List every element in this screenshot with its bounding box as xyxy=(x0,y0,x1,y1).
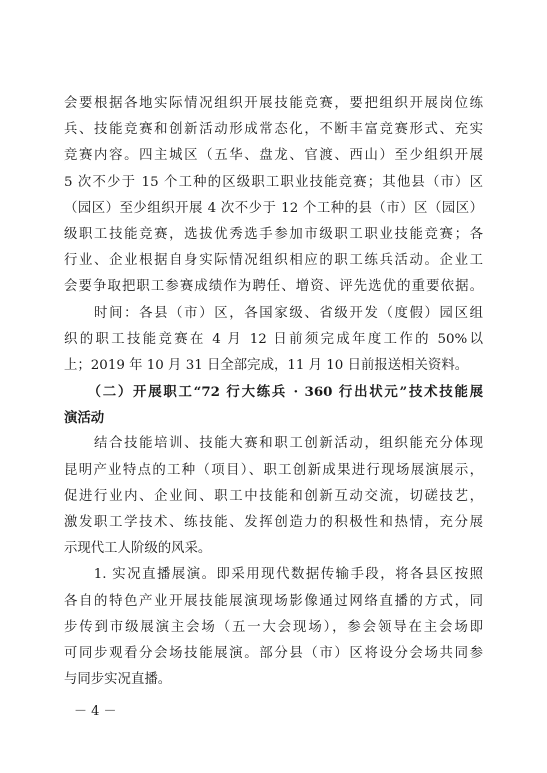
text-line: 级职工技能竞赛，选拔优秀选手参加市级职工职业技能竞赛；各 xyxy=(64,226,483,242)
text-line: 时间：各县（市）区，各国家级、省级开发（度假）园区组 xyxy=(64,305,483,321)
text-line: 5 次不少于 15 个工种的区级职工职业技能竞赛；其他县（市）区 xyxy=(64,174,483,190)
text-line: 会要争取把职工参赛成绩作为聘任、增资、评先选优的重要依据。 xyxy=(64,279,483,295)
text-line: 各自的特色产业开展技能展演现场影像通过网络直播的方式，同 xyxy=(64,593,483,609)
page-number: － 4 － xyxy=(74,704,117,719)
text-line: 昆明产业特点的工种（项目）、职工创新成果进行现场展演展示， xyxy=(64,462,483,478)
text-line: 上；2019 年 10 月 31 日全部完成，11 月 10 日前报送相关资料。 xyxy=(64,357,469,373)
document-body xyxy=(64,91,483,693)
text-line: 步传到市级展演主会场（五一大会现场），参会领导在主会场即 xyxy=(64,619,483,635)
text-line: 激发职工学技术、练技能、发挥创造力的积极性和热情，充分展 xyxy=(64,515,483,530)
section-heading: （二）开展职工“72 行大练兵 · 360 行出状元”技术技能展 xyxy=(64,384,483,401)
section-heading-continued: 演活动 xyxy=(64,410,105,427)
text-line: 织的职工技能竞赛在 4 月 12 日前须完成年度工作的 50%以 xyxy=(64,331,483,347)
text-line: 1. 实况直播展演。即采用现代数据传输手段，将各县区按照 xyxy=(64,567,483,583)
text-line: 可同步观看分会场技能展演。部分县（市）区将设分会场共同参 xyxy=(64,645,483,661)
text-line: 会要根据各地实际情况组织开展技能竞赛，要把组织开展岗位练 xyxy=(64,96,483,111)
text-line: （园区）至少组织开展 4 次不少于 12 个工种的县（市）区（园区） xyxy=(64,200,483,216)
text-line: 与同步实况直播。 xyxy=(64,672,172,688)
text-line: 兵、技能竞赛和创新活动形成常态化，不断丰富竞赛形式、充实 xyxy=(64,122,483,138)
text-line: 竞赛内容。四主城区（五华、盘龙、官渡、西山）至少组织开展 xyxy=(64,148,483,164)
text-line: 结合技能培训、技能大赛和职工创新活动，组织能充分体现 xyxy=(64,436,483,452)
text-line: 促进行业内、企业间、职工中技能和创新互动交流，切磋技艺， xyxy=(64,488,483,504)
text-line: 示现代工人阶级的风采。 xyxy=(64,541,212,557)
text-line: 行业、企业根据自身实际情况组织相应的职工练兵活动。企业工 xyxy=(64,253,483,269)
